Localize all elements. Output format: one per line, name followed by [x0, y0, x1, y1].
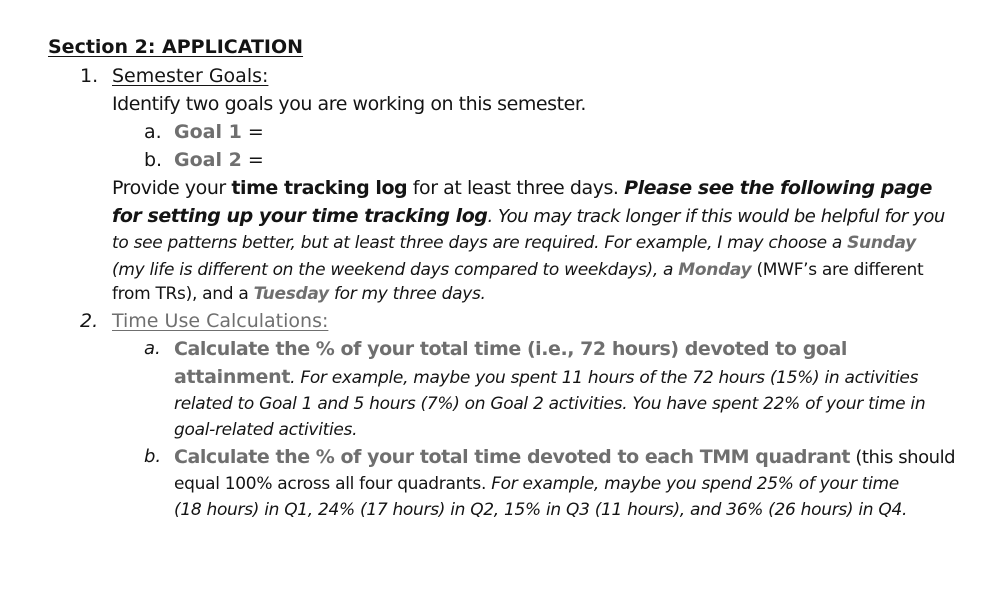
- para-text-6: . You may track longer if this would be helpful for you: [487, 206, 945, 227]
- attainment-bold: attainment: [174, 366, 291, 388]
- section-title: Section 2: APPLICATION: [48, 36, 304, 58]
- item2a-line-2: [174, 368, 918, 387]
- para-text-7: to see patterns better, but at least three days are required. For example, I may choose a: [112, 233, 848, 253]
- item2-number: 2.: [80, 310, 99, 332]
- item2a-text-2: . For example, maybe you spent 11 hours of the 72 hours (15%) in activities: [290, 368, 919, 388]
- item2b-text-2a: equal 100% across all four quadrants.: [174, 474, 492, 494]
- para-text-11: (MWF’s are different: [751, 260, 924, 280]
- para-text-3: for at least three days.: [407, 177, 625, 199]
- item1-number: 1.: [80, 65, 99, 87]
- para-line-4: [112, 262, 923, 279]
- see-following-page-bold: Please see the following page: [624, 177, 932, 199]
- goal1-line: [174, 123, 264, 142]
- item2a-line-4: goal-related activities.: [174, 420, 358, 440]
- time-tracking-log-bold: time tracking log: [231, 177, 408, 199]
- goal1-marker: a.: [144, 121, 162, 143]
- tuesday-highlight: Tuesday: [253, 284, 329, 304]
- item2b-text-2b: For example, maybe you spend 25% of your time: [491, 474, 899, 494]
- item2a-line-3: related to Goal 1 and 5 hours (7%) on Goal 2 activities. You have spent 22% of your time in: [174, 394, 926, 414]
- para-text-9: (my life is different on the weekend days compared to weekdays), a: [112, 260, 679, 280]
- goal1-label: Goal 1: [174, 121, 242, 143]
- para-line-1: [112, 179, 932, 198]
- item2b-text-1: (this should: [850, 447, 956, 468]
- para-line-2: [112, 207, 945, 226]
- item2b-marker: b.: [144, 446, 162, 467]
- para-text-14: for my three days.: [328, 284, 486, 304]
- item2b-line-3: (18 hours) in Q1, 24% (17 hours) in Q2, 15% in Q3 (11 hours), and 36% (26 hours) in Q4.: [174, 500, 908, 520]
- goal2-line: [174, 151, 264, 170]
- para-text-12: from TRs), and a: [112, 284, 254, 304]
- tmm-quadrant-bold: Calculate the % of your total time devoted to each TMM quadrant: [174, 446, 851, 468]
- goal2-suffix: =: [241, 149, 264, 171]
- setup-log-bold: for setting up your time tracking log: [112, 205, 488, 227]
- goal2-marker: b.: [144, 149, 163, 171]
- para-line-3: [112, 235, 916, 252]
- item2b-line-1: [174, 448, 955, 467]
- goal1-suffix: =: [241, 121, 264, 143]
- para-line-5: [112, 286, 486, 303]
- item2a-line-1: Calculate the % of your total time (i.e., 72 hours) devoted to goal: [174, 338, 847, 360]
- item2a-marker: a.: [144, 338, 161, 359]
- sunday-highlight: Sunday: [847, 233, 916, 253]
- goal2-label: Goal 2: [174, 149, 242, 171]
- item2b-line-2: [174, 476, 899, 493]
- item1-heading: Semester Goals:: [112, 65, 269, 87]
- monday-highlight: Monday: [678, 260, 752, 280]
- para-text-1: Provide your: [112, 177, 232, 199]
- item1-intro: Identify two goals you are working on this semester.: [112, 93, 587, 115]
- item2-heading: Time Use Calculations:: [112, 310, 329, 332]
